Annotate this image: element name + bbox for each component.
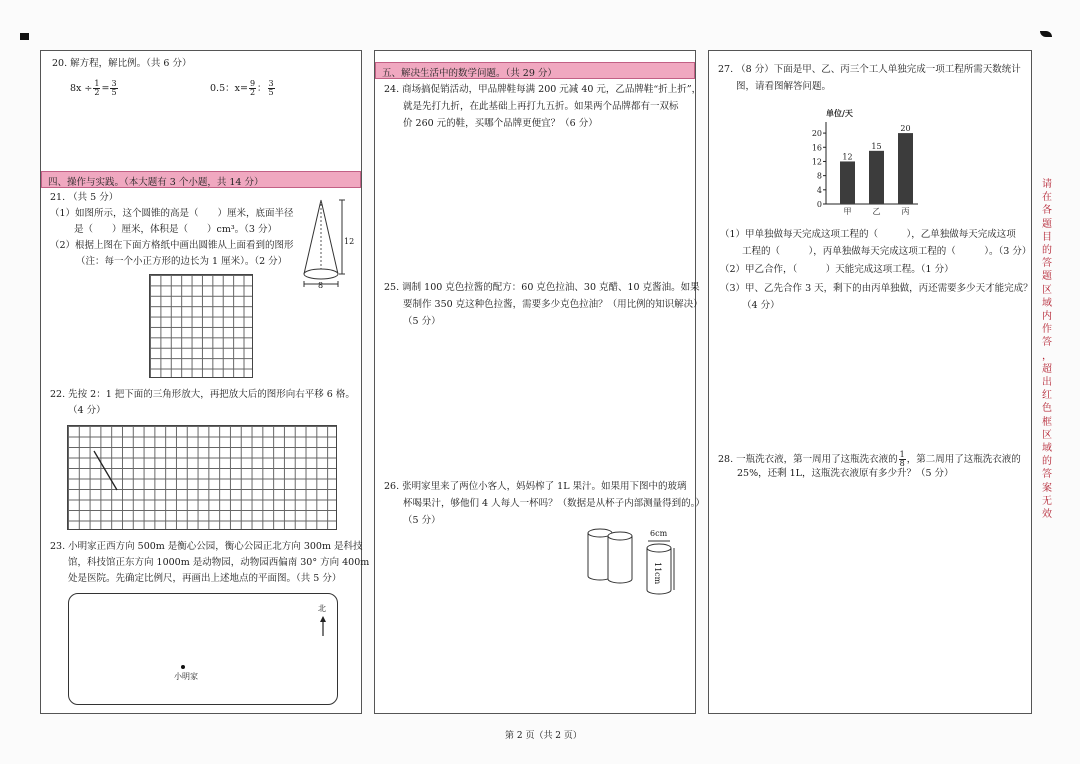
q21-line-2: 是（ ）厘米，体积是（ ）cm³。（3 分）	[74, 224, 277, 235]
q22-line-2: （4 分）	[68, 405, 106, 416]
category-label: 丙	[901, 207, 910, 216]
q27-sub-1a: （1）甲单独做每天完成这项工程的（ ），乙单独做每天完成这项	[720, 229, 1016, 240]
q27-sub-3: （3）甲、乙先合作 3 天，剩下的由丙单独做，丙还需要多少天才能完成？	[720, 283, 1033, 294]
q25-line-1: 25. 调制 100 克色拉酱的配方：60 克色拉油、30 克醋、10 克酱油。如果	[384, 282, 700, 293]
cone-base-label: 8	[318, 281, 324, 290]
q21-title: 21. （共 5 分）	[50, 192, 119, 203]
y-tick-label: 16	[811, 143, 822, 153]
y-tick-label: 4	[816, 185, 822, 195]
warning-char: 请	[1042, 179, 1052, 190]
cup-height-label: 11cm	[653, 562, 662, 585]
column-middle	[374, 50, 696, 714]
q26-line-3: （5 分）	[403, 515, 441, 526]
category-label: 甲	[843, 207, 852, 216]
q27-sub-2: （2）甲乙合作，（ ）天能完成这项工程。（1 分）	[720, 264, 954, 275]
page-number: 第 2 页（共 2 页）	[505, 731, 582, 741]
corner-mark-right	[1040, 31, 1052, 37]
bar	[840, 161, 855, 204]
warning-char: 作	[1042, 324, 1052, 336]
warning-char: 内	[1042, 311, 1052, 323]
q25-line-3: （5 分）	[403, 316, 441, 327]
q25-line-2: 要制作 350 克这种色拉酱，需要多少克色拉油？（用比例的知识解决）	[403, 299, 703, 310]
warning-char: 无	[1042, 495, 1052, 507]
warning-char: 题	[1042, 218, 1052, 230]
q26-line-2: 杯喝果汁，够他们 4 人每人一杯吗？（数据是从杯子内部测量得到的。）	[403, 498, 705, 509]
q23-line-1: 23. 小明家正西方向 500m 是衡心公园，衡心公园正北方向 300m 是科技	[50, 541, 363, 552]
warning-char: 效	[1042, 509, 1052, 521]
section-5-header: 五、解决生活中的数学问题。（共 29 分）	[375, 62, 695, 79]
q24-line-2: 就是先打九折，在此基础上再打九五折。如果两个品牌都有一双标	[403, 101, 679, 112]
cone-height-label: 12	[344, 237, 355, 246]
north-label: 北	[318, 604, 326, 613]
bar	[869, 151, 884, 204]
warning-char: 框	[1042, 416, 1052, 428]
chart-ylabel: 单位/天	[826, 108, 853, 118]
warning-char: 答	[1042, 469, 1052, 481]
warning-char: 答	[1042, 337, 1052, 349]
bar	[898, 133, 913, 204]
warning-char: 案	[1042, 482, 1052, 494]
warning-char: 题	[1042, 271, 1052, 283]
warning-char: 红	[1042, 390, 1052, 402]
corner-mark-left	[20, 33, 29, 40]
q23-line-3: 处是医院。先确定比例尺，再画出上述地点的平面图。（共 5 分）	[68, 573, 342, 584]
warning-char: ，	[1042, 350, 1052, 362]
q27-line-2: 图，请看图解答问题。	[736, 81, 832, 92]
glass-cups-figure	[584, 524, 684, 596]
y-tick-label: 12	[811, 157, 822, 167]
home-point	[181, 665, 185, 669]
warning-char: 在	[1042, 192, 1052, 204]
bar-value-label: 20	[900, 124, 911, 134]
bar-chart	[808, 118, 928, 220]
q20-equation-2: 0.5：x= $\frac{9}{2}$ ： $\frac{3}{5}$	[210, 79, 274, 97]
q21-line-3: （2）根据上图在下面方格纸中画出圆锥从上面看到的图形	[50, 240, 294, 251]
warning-char: 色	[1042, 403, 1052, 415]
home-label: 小明家	[174, 672, 198, 681]
warning-char: 各	[1042, 205, 1052, 217]
warning-char: 域	[1042, 443, 1052, 455]
q20-equation-1: 8x ÷ $\frac{1}{2}$ = $\frac{3}{5}$	[70, 79, 117, 97]
warning-char: 超	[1042, 363, 1052, 375]
cup-diameter-label: 6cm	[650, 529, 668, 538]
q21-line-4: （注：每一个小正方形的边长为 1 厘米）。（2 分）	[76, 256, 288, 267]
q21-grid-paper	[149, 274, 253, 378]
q23-line-2: 馆，科技馆正东方向 1000m 是动物园，动物园西偏南 30° 方向 400m	[68, 557, 370, 568]
q27-sub-3b: （4 分）	[742, 300, 780, 311]
q21-line-1: （1）如图所示，这个圆锥的高是（ ）厘米，底面半径	[50, 208, 294, 219]
y-tick-label: 0	[816, 200, 822, 209]
q28-line-2: 25%，还剩 1L，这瓶洗衣液原有多少升？（5 分）	[737, 468, 954, 479]
warning-char: 的	[1042, 456, 1052, 468]
category-label: 乙	[872, 207, 881, 216]
warning-char: 答	[1042, 258, 1052, 270]
q26-line-1: 26. 张明家里来了两位小客人，妈妈榨了 1L 果汁。如果用下图中的玻璃	[384, 481, 687, 492]
warning-char: 出	[1042, 377, 1052, 389]
q28-line-1: 28. 一瓶洗衣液，第一周用了这瓶洗衣液的 $\frac{1}{8}$ ，第二周用了这瓶洗衣液的	[718, 450, 1021, 468]
y-tick-label: 20	[811, 129, 822, 139]
q23-map-box	[68, 593, 338, 705]
warning-char: 的	[1042, 245, 1052, 257]
q27-line-1: 27. （8 分）下面是甲、乙、丙三个工人单独完成一项工程所需天数统计	[718, 64, 1021, 75]
q27-sub-1b: 工程的（ ），丙单独做每天完成这项工程的（ ）。（3 分）	[742, 246, 1032, 257]
bar-value-label: 15	[871, 141, 882, 151]
q24-line-1: 24. 商场搞促销活动，甲品牌鞋每满 200 元减 40 元，乙品牌鞋“折上折”，	[384, 84, 702, 95]
section-4-header: 四、操作与实践。（本大题有 3 个小题，共 14 分）	[41, 171, 361, 188]
q24-line-3: 价 260 元的鞋，买哪个品牌更便宜？（6 分）	[403, 118, 598, 129]
warning-char: 域	[1042, 297, 1052, 309]
warning-char: 区	[1042, 429, 1052, 441]
q20-title: 20. 解方程，解比例。（共 6 分）	[52, 58, 192, 69]
y-tick-label: 8	[816, 171, 822, 181]
warning-char: 目	[1042, 231, 1052, 243]
answer-area-warning	[1040, 178, 1054, 521]
bar-value-label: 12	[842, 152, 853, 162]
q22-line-1: 22. 先按 2：1 把下面的三角形放大，再把放大后的图形向右平移 6 格。	[50, 389, 355, 400]
q22-triangle-line	[67, 425, 337, 530]
north-arrow-icon	[318, 615, 328, 637]
warning-char: 区	[1042, 284, 1052, 296]
